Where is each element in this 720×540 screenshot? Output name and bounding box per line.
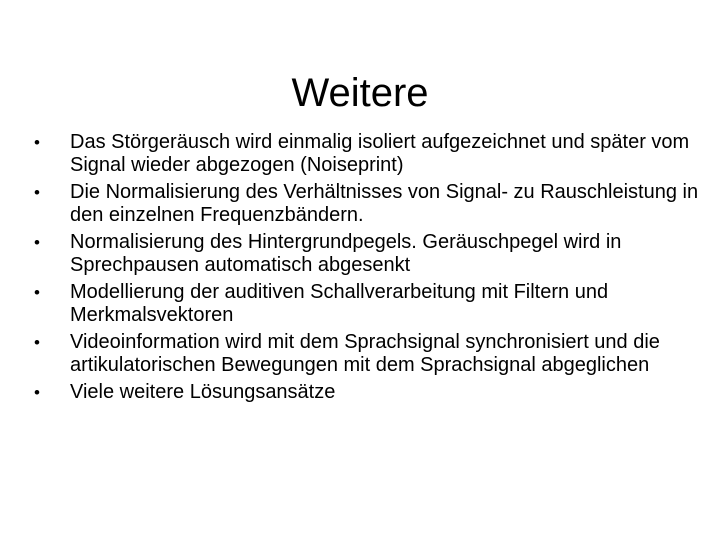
slide-title: Weitere xyxy=(291,70,429,115)
bullet-item xyxy=(34,231,704,277)
bullet-text: Viele weitere Lösungsansätze xyxy=(70,381,336,403)
bullet-icon: • xyxy=(34,333,40,352)
bullet-item xyxy=(34,181,704,227)
bullet-text: Das Störgeräusch wird einmalig isoliert aufgezeichnet und später vom Signal wieder abgezogen (Noiseprint) xyxy=(70,131,690,176)
bullet-item xyxy=(34,281,704,327)
bullet-icon: • xyxy=(34,133,40,152)
bullet-icon: • xyxy=(34,283,40,302)
bullet-icon: • xyxy=(34,383,40,402)
bullet-text: Die Normalisierung des Verhältnisses von Signal- zu Rauschleistung in den einzelnen Frequenzbändern. xyxy=(70,181,699,226)
bullet-text: Normalisierung des Hintergrundpegels. Geräuschpegel wird in Sprechpausen automatisch abgesenkt xyxy=(70,231,622,276)
bullet-item xyxy=(34,381,704,404)
bullet-text: Modellierung der auditiven Schallverarbeitung mit Filtern und Merkmalsvektoren xyxy=(70,281,609,326)
bullet-list xyxy=(34,131,704,408)
bullet-item xyxy=(34,331,704,377)
bullet-text: Videoinformation wird mit dem Sprachsignal synchronisiert und die artikulatorischen Bewegungen mit dem Sprachsignal abgeglichen xyxy=(70,331,660,376)
bullet-icon: • xyxy=(34,183,40,202)
bullet-item xyxy=(34,131,704,177)
bullet-icon: • xyxy=(34,233,40,252)
